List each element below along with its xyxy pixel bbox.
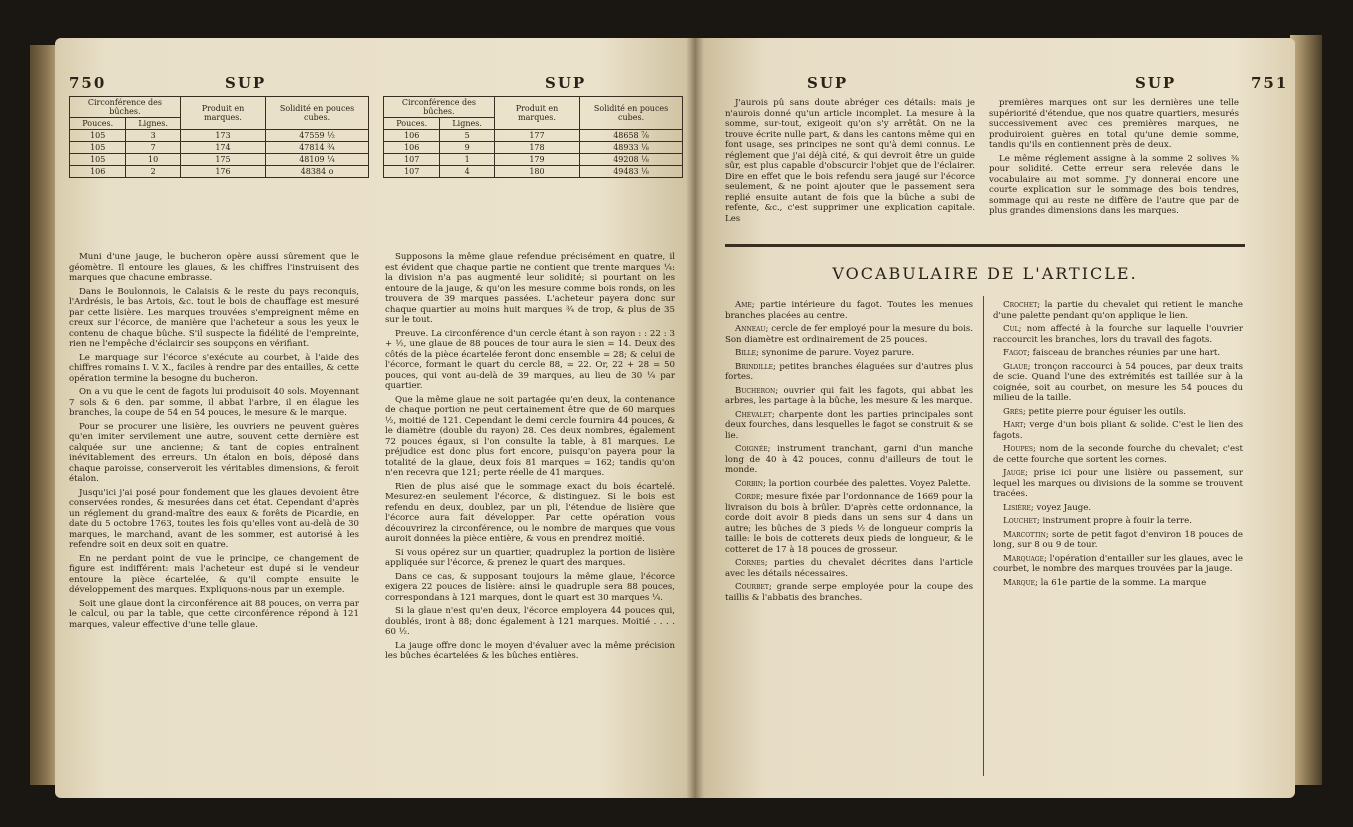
table-row xyxy=(384,166,683,178)
vocabulary-entry xyxy=(993,324,1243,345)
paragraph: On a vu que le cent de fagots lui produisoit 40 sols. Moyennant 7 sols & 6 den. par somme, il abbat l'arbre, il en élague les branches, la coupe de 54 en 54 pouces, le mesure & le marque. xyxy=(69,387,359,418)
vocabulary-definition: ; charpente dont les parties principales sont deux fourches, dans lesquelles le fagot se construit & se lie. xyxy=(725,409,973,441)
table-right xyxy=(383,96,683,178)
paragraph: Preuve. La circonférence d'un cercle étant à son rayon : : 22 : 3 + ½, une glaue de 88 pouces de tour aura le sien = 14. Deux des côtés de la pièce écartelée feront donc ensemble = 28; & celui de l'écorce, formant le quart du cercle 88, = 22. Or, 22 + 28 = 50 pouces, qui vont au-delà de 39 marques, au lieu de 30 ¼ par quartier. xyxy=(385,328,675,391)
vocabulary-entry xyxy=(993,578,1243,589)
table-cell: 105 xyxy=(70,154,126,166)
left-running-head-2: SUP xyxy=(545,74,587,92)
vocabulary-column-1 xyxy=(725,300,973,780)
vocabulary-entry xyxy=(993,420,1243,441)
vocabulary-definition: ; petite pierre pour éguiser les outils. xyxy=(1022,406,1186,417)
vocabulary-entry xyxy=(725,410,973,442)
vocabulary-term: Jauge xyxy=(1003,468,1026,478)
table-cell: 175 xyxy=(180,154,265,166)
table-cell: 105 xyxy=(70,130,126,142)
vocabulary-definition: ; tronçon raccourci à 54 pouces, par deux traits de scie. Quand l'une des extrémités est taillée sur à la coignée, soit au courbet, on mesure les 54 pouces du milieu de la taille. xyxy=(993,361,1243,403)
left-running-head-1: SUP xyxy=(225,74,267,92)
paragraph: Le même réglement assigne à la somme 2 solives ⅜ pour solidité. Cette erreur sera relevée dans le vocabulaire au mot somme. J'y donnerai encore une courte explication sur le sommage des bois tendres, sommage qui au reste ne diffère de l'autre que par de plus grandes dimensions dans les marques. xyxy=(989,153,1239,216)
vocabulary-term: Corde xyxy=(735,492,761,502)
vocabulary-term: Bille xyxy=(735,348,757,358)
vocabulary-definition: ; petites branches élaguées sur d'autres plus fortes. xyxy=(725,361,973,382)
vocabulary-definition: ; faisceau de branches réunies par une hart. xyxy=(1027,348,1221,358)
left-page-number: 750 xyxy=(69,74,107,92)
vocabulary-definition: ; prise ici pour une lisière ou passement, sur lequel les marques ou divisions de la somme se trouvent tracées. xyxy=(993,468,1243,499)
vocabulary-entry xyxy=(725,324,973,345)
vocabulary-term: Brindille xyxy=(735,361,773,372)
vocabulary-term: Crochet xyxy=(1003,300,1038,310)
vocabulary-entry xyxy=(725,479,973,490)
paragraph: Dans le Boulonnois, le Calaisis & le reste du pays reconquis, l'Ardrésis, le bas Artois, &c. tout le bois de chauffage est mesuré par cette lisière. Les marques trouvées s'empreignent même en creux sur l'écorce, de manière que l'acheteur a sous les yeux le contenu de chaque bûche. S'il suspecte la fidélité de l'empreinte, rien ne l'empêche d'éclaircir ses soupçons en vérifiant. xyxy=(69,286,359,349)
paragraph: Pour se procurer une lisière, les ouvriers ne peuvent guères qu'en imiter servilement une autre, souvent cette dernière est calquée sur une ancienne; & tant de copies entraînent inévitablement des erreurs. Un étalon en bois, déposé dans chaque paroisse, conserveroit les véritables dimensions, & feroit étalon. xyxy=(69,421,359,484)
table-cell: 106 xyxy=(384,130,440,142)
vocabulary-entry xyxy=(725,492,973,555)
vocabulary-entry xyxy=(725,386,973,407)
table-cell: 3 xyxy=(126,130,180,142)
vocabulary-term: Louchet xyxy=(1003,516,1037,526)
paragraph: Si la glaue n'est qu'en deux, l'écorce employera 44 pouces qui, doublés, iront à 88; donc également à 121 marques. Moitié . . . . 60 ½. xyxy=(385,606,675,637)
vocabulary-definition: ; instrument propre à fouir la terre. xyxy=(1036,516,1192,526)
book-edge-left xyxy=(30,45,58,785)
vocabulary-entry xyxy=(993,468,1243,500)
table-right-header-solidite: Solidité en pouces cubes. xyxy=(580,97,683,130)
vocabulary-entry xyxy=(993,444,1243,465)
vocabulary-definition: ; nom affecté à la fourche sur laquelle l'ouvrier raccourcit les branches, lors du travail des fagots. xyxy=(993,324,1243,345)
vocabulary-term: Fagot xyxy=(1003,348,1028,358)
paragraph: La jauge offre donc le moyen d'évaluer avec la même précision les bûches écartelées & les bûches entières. xyxy=(385,640,675,661)
paragraph: En ne perdant point de vue le principe, ce changement de figure est indifférent: mais l'acheteur est dupé si le vendeur entoure la pièce écartelée, & qu'il compte ensuite le développement des marques. Expliquons-nous par un exemple. xyxy=(69,553,359,595)
vocabulary-term: Marquage xyxy=(1003,553,1044,564)
table-right-header-circonference: Circonférence des bûches. xyxy=(384,97,495,118)
vocabulary-term: Bucheron xyxy=(735,385,776,396)
vocabulary-term: Houpes xyxy=(1003,444,1033,454)
table-cell: 179 xyxy=(494,154,579,166)
vocabulary-term: Corbin xyxy=(735,478,764,489)
table-cell: 48109 ¼ xyxy=(266,154,369,166)
vocabulary-entry xyxy=(725,362,973,383)
table-cell: 9 xyxy=(440,142,494,154)
right-page xyxy=(695,38,1295,798)
left-column-1 xyxy=(69,252,359,782)
table-cell: 2 xyxy=(126,166,180,178)
vocabulary-entry xyxy=(993,300,1243,321)
table-cell: 7 xyxy=(126,142,180,154)
vocabulary-entry xyxy=(725,300,973,321)
table-cell: 4 xyxy=(440,166,494,178)
right-running-head-2: SUP xyxy=(1135,74,1177,92)
vocabulary-term: Cornes xyxy=(735,558,765,568)
vocabulary-entry xyxy=(993,362,1243,404)
paragraph: Muni d'une jauge, le bucheron opère aussi sûrement que le géomètre. Il entoure les glaues, & les chiffres l'instruisent des marques que chacune embrasse. xyxy=(69,252,359,283)
vocabulary-entry xyxy=(993,407,1243,418)
vocabulary-definition: ; cercle de fer employé pour la mesure du bois. Son diamètre est ordinairement de 25 pouces. xyxy=(725,324,973,345)
table-row xyxy=(70,154,369,166)
vocabulary-term: Courbet xyxy=(735,582,769,592)
vocabulary-entry xyxy=(725,444,973,476)
vocabulary-entry xyxy=(993,348,1243,359)
table-row xyxy=(384,142,683,154)
table-row xyxy=(70,130,369,142)
vocabulary-definition: ; la partie du chevalet qui retient le manche d'une palette pendant qu'on applique le lien. xyxy=(993,300,1243,321)
vocabulary-term: Marque xyxy=(1003,577,1036,588)
paragraph: Le marquage sur l'écorce s'exécute au courbet, à l'aide des chiffres romains I. V. X., faciles à rendre par des entailles, & cette opération termine la besogne du bucheron. xyxy=(69,352,359,384)
table-cell: 1 xyxy=(440,154,494,166)
vocabulary-definition: ; sorte de petit fagot d'environ 18 pouces de long, sur 8 ou 9 de tour. xyxy=(993,529,1243,550)
vocabulary-definition: ; grande serpe employée pour la coupe des taillis & l'abbatis des branches. xyxy=(725,582,973,603)
table-row xyxy=(70,166,369,178)
vocabulary-definition: ; parties du chevalet décrites dans l'article avec les détails nécessaires. xyxy=(725,558,973,579)
table-right-subheader-1: Lignes. xyxy=(440,118,494,130)
vocabulary-title: VOCABULAIRE DE L'ARTICLE. xyxy=(832,264,1138,283)
table-left-subheader-0: Pouces. xyxy=(70,118,126,130)
table-cell: 10 xyxy=(126,154,180,166)
table-right-subheader-0: Pouces. xyxy=(384,118,440,130)
vocabulary-entry xyxy=(993,516,1243,527)
table-cell: 106 xyxy=(70,166,126,178)
table-cell: 107 xyxy=(384,166,440,178)
vocabulary-column-2 xyxy=(993,300,1243,780)
vocabulary-term: Glaue xyxy=(1003,361,1028,372)
vocabulary-term: Cul xyxy=(1003,324,1019,334)
vocabulary-definition: ; mesure fixée par l'ordonnance de 1669 pour la livraison du bois à brûler. D'après cette ordonnance, la corde doit avoir 8 pieds dans un sens sur 4 dans un autre; les bûches de 3 pieds ½ de longueur compris la taille: le bois de cotterets deux pieds de longueur, & le cotteret de 17 à 18 pouces de grosseur. xyxy=(725,492,973,555)
right-top-column-1 xyxy=(725,98,975,248)
paragraph: Rien de plus aisé que le sommage exact du bois écartelé. Mesurez-en seulement l'écorce, & distinguez. Si le bois est refendu en deux, doublez, par un pli, l'étendue de lisière que l'écorce aura fait développer. Par cette opération vous découvrirez la circonférence, ou le nombre de marques que vous auroit données la pièce entière, & vous en prendrez moitié. xyxy=(385,481,675,544)
paragraph: Jusqu'ici j'ai posé pour fondement que les glaues devoient être conservées rondes, & mesurées dans cet état. Cependant d'après un réglement du grand-maître des eaux & forêts de Picardie, en date du 5 octobre 1763, toutes les fois qu'elles vont au-delà de 30 marques, le marchand, avant de les sommer, est autorisé à les refendre soit en deux soit en quatre. xyxy=(69,487,359,550)
table-cell: 48384 o xyxy=(266,166,369,178)
paragraph: Si vous opérez sur un quartier, quadruplez la portion de lisière appliquée sur l'écorce, & prenez le quart des marques. xyxy=(385,547,675,568)
table-left-subheader-1: Lignes. xyxy=(126,118,180,130)
table-cell: 5 xyxy=(440,130,494,142)
paragraph: Dans ce cas, & supposant toujours la même glaue, l'écorce exigera 22 pouces de lisière: ainsi le quadruple sera 88 pouces, correspondans à 121 marques, dont le quart est 30 marques ¼. xyxy=(385,571,675,603)
section-rule xyxy=(725,244,1245,247)
vocabulary-definition: ; verge d'un bois pliant & solide. C'est le lien des fagots. xyxy=(993,420,1243,441)
table-cell: 107 xyxy=(384,154,440,166)
vocabulary-definition: ; synonime de parure. Voyez parure. xyxy=(756,348,915,358)
table-cell: 176 xyxy=(180,166,265,178)
vocabulary-definition: ; partie intérieure du fagot. Toutes les menues branches placées au centre. xyxy=(725,300,973,321)
table-cell: 105 xyxy=(70,142,126,154)
vocabulary-term: Lisière xyxy=(1003,502,1031,513)
table-cell: 47814 ¾ xyxy=(266,142,369,154)
vocabulary-definition: ; ouvrier qui fait les fagots, qui abbat les arbres, les partage à la bûche, les mesure & les marque. xyxy=(725,385,973,406)
vocabulary-term: Ame xyxy=(735,300,752,310)
vocabulary-entry xyxy=(725,348,973,359)
column-divider xyxy=(983,296,984,776)
right-running-head-1: SUP xyxy=(807,74,849,92)
paragraph: Supposons la même glaue refendue précisément en quatre, il est évident que chaque partie ne contient que trente marques ¼: la division n'a pas augmenté leur solidité; si pourtant on les entoure de la jauge, & qu'on les mesure comme bois ronds, on les trouvera de 39 marques passées. L'acheteur payera donc sur chaque quartier au moins huit marques ¾ de trop, & plus de 35 sur le tout. xyxy=(385,252,675,325)
table-left-header-circonference: Circonférence des bûches. xyxy=(70,97,181,118)
table-left-header-marques: Produit en marques. xyxy=(180,97,265,130)
vocabulary-term: Marcottin xyxy=(1003,529,1046,540)
table-cell: 48933 ⅛ xyxy=(580,142,683,154)
table-cell: 49208 ⅛ xyxy=(580,154,683,166)
right-top-column-2 xyxy=(989,98,1239,248)
vocabulary-definition: ; la 61e partie de la somme. La marque xyxy=(1035,577,1207,588)
vocabulary-term: Chevalet xyxy=(735,409,772,420)
table-right-header-marques: Produit en marques. xyxy=(494,97,579,130)
vocabulary-entry xyxy=(993,554,1243,575)
table-cell: 173 xyxy=(180,130,265,142)
table-cell: 180 xyxy=(494,166,579,178)
table-left-header-solidite: Solidité en pouces cubes. xyxy=(266,97,369,130)
table-cell: 174 xyxy=(180,142,265,154)
vocabulary-term: Grès xyxy=(1003,406,1023,417)
left-column-2 xyxy=(385,252,675,782)
paragraph: Que la même glaue ne soit partagée qu'en deux, la contenance de chaque portion ne peut certainement être que de 60 marques ½, moitié de 121. Cependant le demi cercle fournira 44 pouces, & le diamètre (double du rayon) 28. Ces deux nombres, également 72 pouces égaux, si l'on consulte la table, à 81 marques. Le préjudice est donc plus fort encore, puisqu'on payera pour la totalité de la glaue, deux fois 81 marques = 162; tandis qu'on n'en recevra que 121; perte réelle de 41 marques. xyxy=(385,394,675,478)
vocabulary-definition: ; voyez Jauge. xyxy=(1030,502,1092,513)
table-cell: 48658 ⅞ xyxy=(580,130,683,142)
table-cell: 49483 ⅛ xyxy=(580,166,683,178)
paragraph: premières marques ont sur les dernières une telle supériorité d'étendue, que nos quatre quartiers, mesurés successivement avec ces premières marques, ne produiroient guères en total qu'une demie somme, tandis qu'ils en contiennent près de deux. xyxy=(989,98,1239,150)
vocabulary-definition: ; la portion courbée des palettes. Voyez Palette. xyxy=(763,478,971,489)
paragraph: Soit une glaue dont la circonférence ait 88 pouces, on verra par le calcul, ou par la table, que cette circonférence répond à 121 marques, valeur effective d'une telle glaue. xyxy=(69,598,359,630)
vocabulary-entry xyxy=(725,582,973,603)
vocabulary-term: Coignée xyxy=(735,444,768,454)
table-row xyxy=(384,130,683,142)
table-cell: 177 xyxy=(494,130,579,142)
vocabulary-entry xyxy=(993,503,1243,514)
right-page-number: 751 xyxy=(1251,74,1289,92)
paragraph: J'aurois pû sans doute abréger ces détails: mais je n'aurois donné qu'un article incomplet. La mesure à la somme, sur-tout, exigeoit qu'on s'y arrêtât. On ne la trouve écrite nulle part, & dans les cantons même qui en font usage, ses principes ne sont qu'à demi connus. Le réglement que j'ai déjà cité, & qui devroit être un guide sûr, est plus capable d'obscurcir l'objet que de l'éclairer. Dire en effet que le bois refendu sera jaugé sur l'écorce seulement, & ne point ajouter que le passement sera replié ensuite autant de fois que la bûche a subi de refente, &c., c'est supprimer une explication capitale. Les xyxy=(725,98,975,224)
vocabulary-definition: ; l'opération d'entailler sur les glaues, avec le courbet, le nombre des marques trouvées par la jauge. xyxy=(993,553,1243,574)
vocabulary-term: Hart xyxy=(1003,420,1024,430)
table-row xyxy=(70,142,369,154)
table-cell: 178 xyxy=(494,142,579,154)
vocabulary-definition: ; instrument tranchant, garni d'un manche long de 40 à 42 pouces, connu d'ailleurs de tout le monde. xyxy=(725,444,973,475)
book-gutter xyxy=(686,38,704,798)
left-page xyxy=(55,38,695,798)
vocabulary-definition: ; nom de la seconde fourche du chevalet; c'est de cette fourche que sortent les cornes. xyxy=(993,444,1243,465)
vocabulary-entry xyxy=(993,530,1243,551)
vocabulary-term: Anneau xyxy=(735,324,766,334)
table-row xyxy=(384,154,683,166)
table-cell: 106 xyxy=(384,142,440,154)
table-left xyxy=(69,96,369,178)
table-cell: 47559 ½ xyxy=(266,130,369,142)
vocabulary-entry xyxy=(725,558,973,579)
